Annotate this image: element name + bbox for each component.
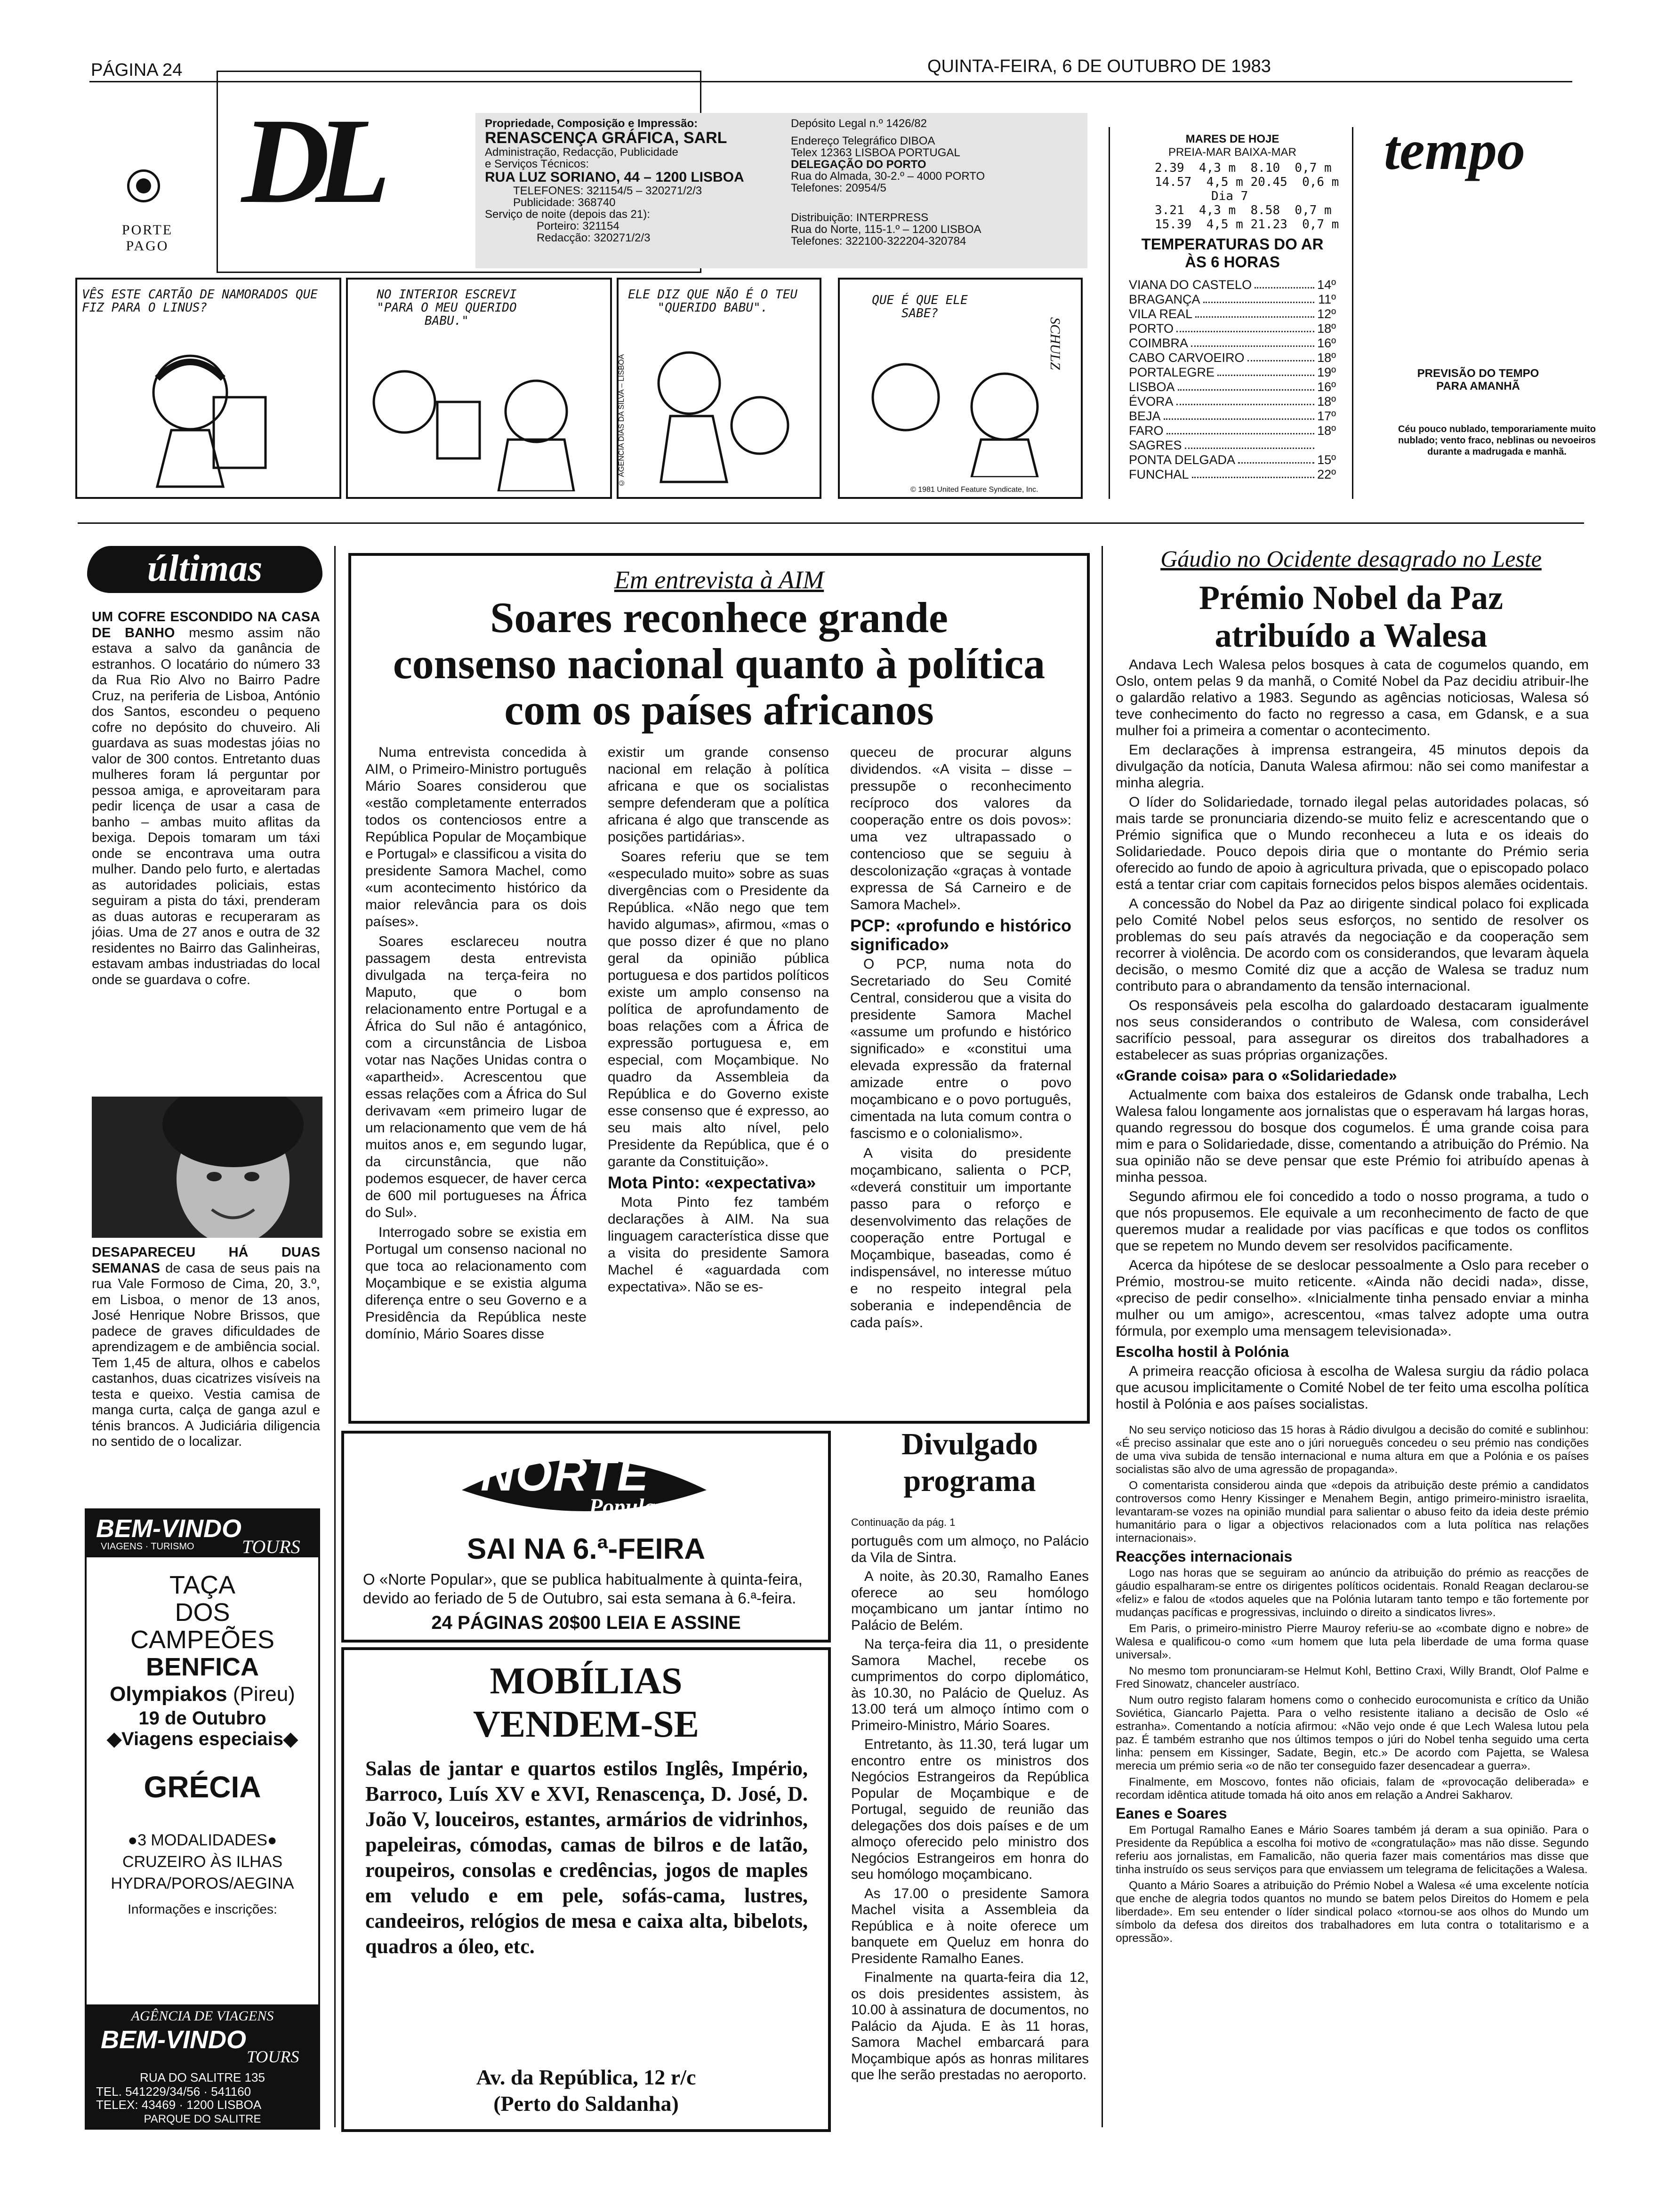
mobilias-title-2: VENDEM-SE [473,1704,700,1745]
temperature-row [1129,467,1336,482]
travel-line-olympiakos: Olympiakos (Pireu) [110,1683,295,1706]
temperatures-title-1: TEMPERATURAS DO AR [1141,235,1324,253]
travel-line: TAÇA [169,1571,235,1599]
comic-panel-3 [617,278,821,499]
address: RUA LUZ SORIANO, 44 – 1200 LISBOA [485,169,744,185]
city-temperature: 15º [1317,453,1336,467]
publicidade: Publicidade: 368740 [513,196,616,209]
column-rule-left [334,546,336,2127]
subheading: Eanes e Soares [1116,1805,1227,1822]
city-name: SAGRES [1129,438,1182,452]
soares-col-1 [365,744,587,1412]
telegrafico: Endereço Telegráfico DIBOA [791,135,935,147]
comic-panel-4-text: QUE É QUE ELE SABE? [872,293,968,321]
paragraph: Interrogado sobre se existia em Portugal um consenso nacional no que toca ao relacionamento com Moçambique e se existia alguma diferença entre o seu Governo e a Presidência da República neste domínio, Mário Soares disse [365,1225,587,1342]
temperatures-title-2: ÀS 6 HORAS [1185,253,1280,271]
comic-side-credit: © AGÊNCIA DIAS DA SILVA – LISBOA [618,354,626,487]
porte-label: PORTE [121,222,173,238]
travel-ad-header [87,1510,318,1557]
travel-line-grecia: GRÉCIA [144,1770,261,1804]
city-name: VILA REAL [1129,307,1193,321]
travel-line: DOS [175,1598,230,1627]
soares-kicker [351,565,1087,594]
ultimas-logo-bg [87,546,322,593]
city-temperature: 14º [1317,278,1336,292]
paragraph: Numa entrevista concedida à AIM, o Primeiro-Ministro português Mário Soares considerou que «estão completamente enterrados todos os contenciosos entre a República Popular de Moçambique e Portugal» e classificou a visita do presidente Samora Machel, como «um acontecimento histórico da maior relevância para os dois países». [365,745,587,930]
paragraph: Os responsáveis pela escolha do galardoado destacaram igualmente nos seus considerandos o contributo de Walesa, com considerável sacrifício pessoal, para assegurar os direitos dos trabalhadores a estabelecer as suas próprias organizações. [1116,998,1589,1063]
mobilias-address [344,2064,828,2117]
temperature-row [1129,336,1336,351]
temperature-row [1129,278,1336,292]
city-temperature: 18º [1317,424,1336,438]
paragraph: Soares referiu que se tem «especulado muito» sobre as suas divergências com o Presidente da República. «Não nego que tem havido algumas», afirmou, «mas o que posso dizer é que no plano geral da opinião pública portuguesa e dos partidos políticos existe um amplo consenso na política de aprofundamento de boas relações com a África de expressão portuguesa e, em especial, com Moçambique. No quadro da Assembleia da República e do Governo existe esse consenso que é expresso, ao seu mais alto nível, pelo Presidente da República, que é o garante da Constituição». [608,849,829,1170]
dot-leader [1203,292,1314,303]
comic-panel-4 [838,278,1083,499]
temperature-row [1129,292,1336,307]
travel-ad [85,1508,320,2130]
paragraph: Entretanto, às 11.30, terá lugar um encontro entre os ministros dos Negócios Estrangeiros da República Popular de Moçambique e de Portugal, seguido de reunião das delegações dos dois países e de um almoço oferecido pelo ministro dos Negócios Estrangeiros em honra do seu homólogo moçambicano. [851,1737,1089,1882]
telex: Telex 12363 LISBOA PORTUGAL [791,146,960,159]
mobilias-body: Salas de jantar e quartos estilos Inglês, Império, Barroco, Luís XV e XVI, Renascença, D. José, D. João V, louceiros, estantes, armários de vidrinhos, papeleiras, cómodas, camas de bilros e de latão, roupeiros, consolas e credências, jogos de maples em veludo e em pele, sofás-cama, lustres, candeeiros, relógios de mesa e caixa alta, bibelots, quadros a óleo, etc. [365,1757,808,1958]
city-temperature: 17º [1317,409,1336,423]
tide-row: 14.57 4,5 m 20.45 0,6 m [1155,175,1339,189]
mobilias-address-2: (Perto do Saldanha) [493,2092,679,2116]
paragraph: A primeira reacção oficiosa à escolha de Walesa surgiu da rádio polaca que acusou implicitamente o Comité Nobel de ter feito uma escolha política hostil à Polónia e aos países socialistas. [1116,1363,1589,1412]
temperature-row [1129,409,1336,424]
subheading: Escolha hostil à Polónia [1116,1343,1289,1360]
paragraph: No mesmo tom pronunciaram-se Helmut Kohl, Bettino Craxi, Willy Brandt, Olof Palme e Fred Sinowatz, chanceler austríaco. [1116,1665,1589,1691]
temperature-row [1129,438,1336,453]
paragraph: O líder do Solidariedade, tornado ilegal pelas autoridades polacas, só mais tarde se pronunciaria dizendo-se muito feliz e acrescentando que o Prémio significa que o Mundo reconheceu a luta e os ideais do Solidariedade. Pouco depois diria que o montante do Prémio seria oferecido ao fundo de apoio à agricultura privada, que o episcopado polaco está a tentar criar com capitais fornecidos pelos bispos alemães ocidentais. [1116,794,1589,892]
city-name: PORTALEGRE [1129,365,1215,379]
city-name: VIANA DO CASTELO [1129,278,1252,292]
paragraph: Finalmente na quarta-feira dia 12, os dois presidentes assistem, às 10.00 à assinatura de documentos, no Palácio da Ajuda. E às 11 horas, Samora Machel embarcará para Moçambique após as honras militares que lhe serão prestadas no aeroporto. [851,1970,1089,2083]
mobilias-title [344,1659,828,1746]
ultimas-lead-2: DESAPARECEU HÁ DUAS SEMANAS [92,1245,320,1276]
city-name: FARO [1129,424,1164,438]
nobel-body-main [1116,657,1589,1419]
city-name: LISBOA [1129,380,1175,394]
paragraph: Acerca da hipótese de se deslocar pessoalmente a Oslo para receber o Prémio, mostrou-se muito reticente. «Ainda não decidi nada», disse, «preciso de pedir conselho». «Inicialmente tinha pensado enviar a minha mulher ou um amigo», acrescentou, «mas talvez adopte uma outra fórmula, por exemplo uma mensagem televisionada». [1116,1258,1589,1339]
paragraph: Quanto a Mário Soares a atribuição do Prémio Nobel a Walesa «é uma excelente notícia que enche de alegria todos quantos no mundo se batem pelos Direitos do Homem e pela liberdade». Em seu entender o líder sindical polaco «tornou-se aos olhos do Mundo um símbolo da defesa dos direitos dos trabalhadores em luta contra o totalitarismo e a opressão». [1116,1879,1589,1945]
tide-day: Dia 7 [1211,189,1248,203]
soares-col-3 [850,744,1071,1412]
travel-line: HYDRA/POROS/AEGINA [111,1875,294,1892]
city-temperature: 16º [1317,380,1336,394]
distribuicao: Distribuição: INTERPRESS [791,211,929,224]
travel-line: CRUZEIRO ÀS ILHAS [122,1853,283,1871]
lucy-linus-figures-icon [357,360,602,491]
porto-title: DELEGAÇÃO DO PORTO [791,158,926,171]
city-temperature: 12º [1317,307,1336,321]
porto-phones: Telefones: 20954/5 [791,182,886,194]
paragraph: O PCP, numa nota do Secretariado do Seu Comité Central, considerou que a visita do presidente Samora Machel «assume um profundo e histórico significado» e «constitui uma elevada expressão da fraternal amizade entre o povo moçambicano e o povo português, cimentada na luta comum contra o fascismo e o colonialismo». [850,956,1071,1141]
ultimas-story-1 [92,609,320,1071]
norte-logo-popular: Popular [589,1494,665,1519]
admin-line-1: Administração, Redacção, Publicidade [485,146,678,159]
temperature-row [1129,380,1336,394]
soares-kicker-text: Em entrevista à AIM [614,566,824,594]
travel-brand-script: TOURS [242,1536,300,1557]
travel-footer-3: TEL. 541229/34/56 · 541160 [96,2084,251,2099]
dist-phones: Telefones: 322100-322204-320784 [791,235,966,248]
travel-line: Informações e inscrições: [128,1902,277,1916]
comic-panel-2-text: NO INTERIOR ESCREVI "PARA O MEU QUERIDO BABU." [377,288,517,328]
paragraph: Actualmente com baixa dos estaleiros de Gdansk onde trabalha, Lech Walesa falou longamente aos jornalistas que o esperavam há largas horas, quando regressou do bosque dos cogumelos. É uma grande coisa para mim e para o Solidariedade, disse, comentando a atribuição do Prémio. Na sua opinião não se deve pensar que este Prémio foi atribuído apenas à minha pessoa. [1116,1087,1589,1185]
ultimas-lead-1: UM COFRE ESCONDIDO NA CASA DE BANHO [92,609,320,641]
travel-footer-4: TELEX: 43469 · 1200 LISBOA [96,2098,262,2112]
seal-icon [127,169,160,202]
city-temperature: 16º [1317,336,1336,350]
city-name: BRAGANÇA [1129,292,1200,306]
city-temperature [1317,438,1336,453]
travel-line: 19 de Outubro [138,1708,266,1729]
dot-leader [1176,394,1314,405]
dl-logo: DL [241,93,377,229]
redaccao: Redacção: 320271/2/3 [537,232,651,244]
forecast-title-2: PARA AMANHÃ [1436,380,1520,393]
travel-line: ◆Viagens especiais◆ [107,1729,298,1749]
tide-row: 15.39 4,5 m 21.23 0,7 m [1155,217,1339,232]
tide-row: 3.21 4,3 m 8.58 0,7 m [1155,203,1332,217]
dot-leader [1164,409,1314,420]
dot-leader [1238,453,1314,464]
paragraph: Logo nas horas que se seguiram ao anúncio da atribuição do prémio as reacções de gáudio espalharam-se entre os dirigentes políticos ocidentais. Ronald Reagan declarou-se «feliz» e falou de «todos aqueles que na Polónia lutaram tanto tempo e tão fortemente por mudanças pacíficas e progressivas, incluindo o direito a sindicatos livres». [1116,1567,1589,1619]
comic-panel-2 [346,278,612,499]
night-service: Serviço de noite (depois das 21): [485,208,650,221]
porto-address: Rua do Almada, 30-2.º – 4000 PORTO [791,170,985,183]
tides-table [1155,161,1339,232]
norte-footer: 24 PÁGINAS 20$00 LEIA E ASSINE [431,1612,741,1633]
tide-row: 2.39 4,3 m 8.10 0,7 m [1155,161,1332,175]
column-rule-right [1102,546,1103,2127]
lucy-linus-figures-2-icon [633,341,812,491]
admin-line-2: e Serviços Técnicos: [485,158,589,170]
tempo-logo: tempo [1384,119,1525,181]
norte-logo-text: NORTE [481,1448,650,1501]
dot-leader [1191,336,1314,347]
dot-leader [1178,380,1314,391]
travel-brand: BEM-VINDO [96,1515,241,1543]
travel-ad-body [87,1571,318,1920]
tides-subtitle: PREIA-MAR BAIXA-MAR [1168,146,1297,159]
city-name: PORTO [1129,321,1174,336]
travel-ad-footer [87,2004,318,2128]
soares-headline-2: consenso nacional quanto à política [393,640,1046,688]
dist-address: Rua do Norte, 115-1.º – 1200 LISBOA [791,223,981,236]
temperature-row [1129,394,1336,409]
temperature-row [1129,307,1336,321]
city-name: FUNCHAL [1129,467,1189,481]
soares-col-2 [608,744,829,1412]
masthead-info [475,113,1087,268]
norte-body: O «Norte Popular», que se publica habitualmente à quinta-feira, devido ao feriado de 5 de Outubro, sai esta semana à 6.ª-feira. [363,1571,803,1607]
paragraph: Em Portugal Ramalho Eanes e Mário Soares também já deram a sua opinião. Para o Presidente da República a escolha foi motivo de «congratulação» mas não disse. Segundo referiu aos jornalistas, em Famalicão, não queria fazer mais comentários mas disse que tinha instruído os seus serviços para que enviassem um telegrama de felicitações a Walesa. [1116,1824,1589,1876]
paragraph: Em declarações à imprensa estrangeira, 45 minutos depois da divulgação da notícia, Danuta Walesa afirmou: não sei como manifestar a minha alegria. [1116,742,1589,791]
norte-popular-ad [341,1431,831,1643]
temperature-list [1129,278,1336,482]
paragraph: existir um grande consenso nacional em relação à política africana e que os socialistas sempre defenderam que a política africana é algo que transcende as posições partidárias». [608,745,829,845]
paragraph: Num outro registo falaram homens como o conhecido eurocomunista e crítico da União Soviética, Giancarlo Pajetta. Para o velho resistente italiano a decisão de Oslo «é estranha». Comentando a notícia afirmou: «Não vejo onde é que Lech Walesa lutou pela paz. É também estranho que nos últimos tempos o júri do Nobel tenha seguido uma certa linha: pensem em Kissinger, Sadate, Begin, etc.» De acordo com Pajetta, se Walesa merecia um prémio seria «o de não ter conseguido fazer desencadear a guerra». [1116,1694,1589,1772]
deposito: Depósito Legal n.º 1426/82 [791,117,927,130]
ultimas-logo: últimas [147,548,263,589]
paragraph: O comentarista considerou ainda que «depois da atribuição deste prémio a candidatos controversos como Henry Kissinger e Menahem Begin, antigo primeiro-ministro israelita, levantaram-se vozes na opinião mundial para salientar o abuso feito da ideia deste prémio humanitário para o ligar a objectivos relacionados com a luta política nas relações internacionais». [1116,1479,1589,1545]
phones: TELEFONES: 321154/5 – 320271/2/3 [513,184,702,197]
programa-body [851,1533,1089,2131]
comic-panel-1-text: VÊS ESTE CARTÃO DE NAMORADOS QUE FIZ PARA O LINUS? [82,288,318,315]
forecast-text: Céu pouco nublado, temporariamente muito nublado; vento fraco, neblinas ou nevoeiros durante a madrugada e manhã. [1398,424,1596,457]
city-temperature: 11º [1318,292,1336,306]
paragraph: No seu serviço noticioso das 15 horas à Rádio divulgou a decisão do comité e sublinhou: «É preciso assinalar que este ano o júri norueguês concedeu o seu prémio nas condições de uma viva subida de tensão internacional e numa altura em que a Polónia e os países socialistas são alvo de uma agressão de propaganda». [1116,1424,1589,1476]
soares-headline-1: Soares reconhece grande [490,593,948,641]
city-temperature: 18º [1317,351,1336,365]
city-temperature: 18º [1317,321,1336,336]
soares-article-box [348,553,1090,1424]
forecast-title-1: PREVISÃO DO TEMPO [1417,367,1539,380]
subheading: «Grande coisa» para o «Solidariedade» [1116,1067,1397,1084]
lucy-figure-icon [120,336,275,491]
paragraph: A visita do presidente moçambicano, salienta o PCP, «deverá constituir um importante passo para o reforço e desenvolvimento das relações de cooperação entre Portugal e Moçambique, baseadas, como é indispensável, no interesse mútuo e no respeito integral pela soberania e independência de cada país». [850,1146,1071,1330]
paragraph: queceu de procurar alguns dividendos. «A visita – disse – pressupõe o reconhecimento recíproco dos valores da cooperação entre os dois povos»: uma vez ultrapassado o contencioso que se seguiu à descolonização «graças à vontade expressa de Sá Carneiro e de Samora Machel». [850,745,1071,913]
ultimas-story-2 [92,1245,320,1499]
comic-panel-3-text: ELE DIZ QUE NÃO É O TEU "QUERIDO BABU". [627,288,798,315]
city-temperature: 19º [1317,365,1336,379]
issue-date: QUINTA-FEIRA, 6 DE OUTUBRO DE 1983 [927,56,1271,76]
ultimas-body-1: mesmo assim não estava a salvo da ganância de estranhos. O locatário do número 33 da Rua Rio Alvo no Bairro Padre Cruz, na periferia de Lisboa, António dos Santos, escondeu o pequeno cofre no depósito do chuveiro. Ali guardava as suas modestas jóias no valor de 300 contos. Entretanto duas mulheres foram lá perguntar por pessoa amiga, e aproveitaram para pedir licença de usar a casa de banho – ambas muito aflitas da bexiga. Depois tomaram um táxi onde se encontrava uma outra mulher. Dando pelo furto, e alertadas as autoridades policiais, estas seguiram a pista do táxi, prenderam as duas autoras e recuperaram as jóias. Uma de 27 anos e outra de 32 residentes no Bairro das Galinheiras, estavam ambas industriadas do local onde se guardava o cofre. [92,625,320,987]
nobel-headline [1113,579,1589,654]
temperature-row [1129,321,1336,336]
mobilias-address-1: Av. da República, 12 r/c [476,2065,696,2089]
travel-line: BENFICA [146,1653,259,1681]
missing-boy-photo [92,1097,322,1238]
temperature-row [1129,424,1336,438]
temperatures-title [1110,235,1355,271]
comic-copyright: © 1981 United Feature Syndicate, Inc. [910,486,1038,494]
soares-headline-3: com os países africanos [504,686,934,734]
paragraph: Na terça-feira dia 11, o presidente Samora Machel, recebe os cumprimentos do corpo diplomático, às 10.30, no Palácio de Queluz. As 13.00 terá um almoço íntimo com o Primeiro-Ministro, Mário Soares. [851,1636,1089,1733]
tides-title: MARES DE HOJE [1185,133,1279,145]
page-number: PÁGINA 24 [91,60,183,80]
paragraph: Soares esclareceu noutra passagem desta entrevista divulgada na terça-feira no Maputo, que o bom relacionamento entre Portugal e a África do Sul não é antagónico, com a circunstância de Lisboa votar nas Nações Unidas contra o «apartheid». Acrescentou que essas relações com a África do Sul derivavam «em primeiro lugar de um relacionamento que vem de há muitos anos e, em segundo lugar, da circunstância, que não podemos esquecer, de haver cerca de 600 mil portugueses na África do Sul». [365,934,587,1220]
mobilias-ad [341,1647,831,2132]
mobilias-title-1: MOBÍLIAS [490,1660,683,1702]
programa-continuation: Continuação da pág. 1 [851,1516,956,1528]
weather-box [1109,127,1353,499]
programa-headline [847,1426,1092,1499]
temperature-row [1129,453,1336,467]
soares-headline [351,594,1087,733]
city-temperature: 18º [1317,394,1336,409]
travel-line: CAMPEÕES [130,1626,275,1654]
travel-footer-script: TOURS [247,2047,299,2066]
nobel-headline-2: atribuído a Walesa [1215,617,1488,654]
programa-headline-1: Divulgado [901,1427,1038,1461]
paragraph: A concessão do Nobel da Paz ao dirigente sindical polaco foi explicada pelo Comité Nobel pelos seus esforços, no sentido de resolver os problemas do seu país através da negociação e da cooperação sem recorrer à violência. De acordo com os considerandos, que levaram àquela decisão, o mesmo Comité diz que a acção de Walesa se traduz num contributo para o abrandamento da tensão internacional. [1116,896,1589,994]
dot-leader [1247,351,1314,361]
travel-footer-2: RUA DO SALITRE 135 [140,2070,265,2084]
temperature-row [1129,365,1336,380]
travel-brand-tag: VIAGENS · TURISMO [101,1541,194,1552]
subheading: Mota Pinto: «expectativa» [608,1173,816,1192]
dot-leader [1195,307,1314,318]
travel-line: ●3 MODALIDADES● [128,1831,277,1849]
temperature-row [1129,351,1336,365]
city-temperature: 22º [1317,467,1336,481]
travel-footer-1: AGÊNCIA DE VIAGENS [131,2008,274,2024]
city-name: BEJA [1129,409,1161,423]
schulz-signature: SCHULZ [1047,317,1063,370]
dot-leader [1166,424,1314,434]
programa-headline-2: programa [903,1464,1036,1498]
city-name: ÉVORA [1129,394,1174,409]
section-rule [78,522,1584,524]
norte-headline: SAI NA 6.ª-FEIRA [467,1533,706,1565]
paragraph: português com um almoço, no Palácio da Vila de Sintra. [851,1533,1089,1565]
paragraph: As 17.00 o presidente Samora Machel visita a Assembleia da República e à noite oferece um banquete em Queluz em honra do Presidente Ramalho Eanes. [851,1885,1089,1966]
paragraph: A noite, às 20.30, Ramalho Eanes oferece ao seu homólogo moçambicano um jantar íntimo no Palácio de Belém. [851,1569,1089,1633]
paragraph: Segundo afirmou ele foi concedido a todo o nosso programa, a tudo o que nós propusemos. Ele equivale a um reconhecimento de facto de que queremos mudar a realidade por vias pacíficas e que todos os conflitos que se repetem no Mundo devem ser resolvidos pacificamente. [1116,1189,1589,1254]
paragraph: Finalmente, em Moscovo, fontes não oficiais, falam de «provocação deliberada» e recordam idêntica atitude tomada há oito anos em relação a Andrei Sakharov. [1116,1776,1589,1802]
porte-pago [121,222,173,254]
owner-name: RENASCENÇA GRÁFICA, SARL [485,129,727,147]
pago-label: PAGO [126,238,169,254]
travel-footer-brand: BEM-VINDO [101,2026,246,2054]
comic-panel-1 [75,278,341,499]
porteiro: Porteiro: 321154 [537,220,619,232]
ultimas-body-2: de casa de seus pais na rua Vale Formoso de Cima, 20, 3.º, em Lisboa, o menor de 13 anos, José Henrique Nobre Brissos, que padece de graves dificuldades de aprendizagem e de ambiência social. Tem 1,45 de altura, olhos e cabelos castanhos, duas cicatrizes visíveis na testa e queixo. Vestia camisa de manga curta, calça de ganga azul e ténis brancos. A Judiciária diligencia no sentido de o localizar. [92,1260,320,1449]
dot-leader [1255,278,1314,289]
dot-leader [1176,321,1314,332]
subheading: PCP: «profundo e histórico significado» [850,916,1071,954]
dot-leader [1192,467,1314,478]
nobel-headline-1: Prémio Nobel da Paz [1199,579,1503,617]
travel-footer-5: PARQUE DO SALITRE [144,2113,261,2125]
city-name: PONTA DELGADA [1129,453,1236,467]
dot-leader [1217,365,1314,376]
nobel-kicker: Gáudio no Ocidente desagrado no Leste [1160,545,1542,572]
paragraph: Mota Pinto fez também declarações à AIM. Na sua linguagem característica disse que a visita do presidente Samora Machel é «aguardada com expectativa». Não se es- [608,1194,829,1295]
paragraph: Em Paris, o primeiro-ministro Pierre Mauroy referiu-se ao «combate digno e nobre» de Walesa e qualificou-o como «um homem que luta pela liberdade de uma forma quase universal». [1116,1622,1589,1661]
city-name: COIMBRA [1129,336,1189,350]
city-name: CABO CARVOEIRO [1129,351,1245,365]
owner-label: Propriedade, Composição e Impressão: [485,117,698,130]
forecast-title [1393,367,1563,393]
dot-leader [1185,438,1314,449]
subheading: Reacções internacionais [1116,1548,1293,1565]
nobel-body-small [1116,1424,1589,2130]
lucy-charlie-figures-icon [854,350,1061,477]
paragraph: Andava Lech Walesa pelos bosques à cata de cogumelos quando, em Oslo, ontem pelas 9 da manhã, o Comité Nobel da Paz decidiu atribuir-lhe o galardão relativo a 1983. Segundo as agências noticiosas, Walesa só teve conhecimento do facto no regresso a casa, em Gdansk, e a sua mulher foi a primeira a comentar o acontecimento. [1116,657,1589,738]
